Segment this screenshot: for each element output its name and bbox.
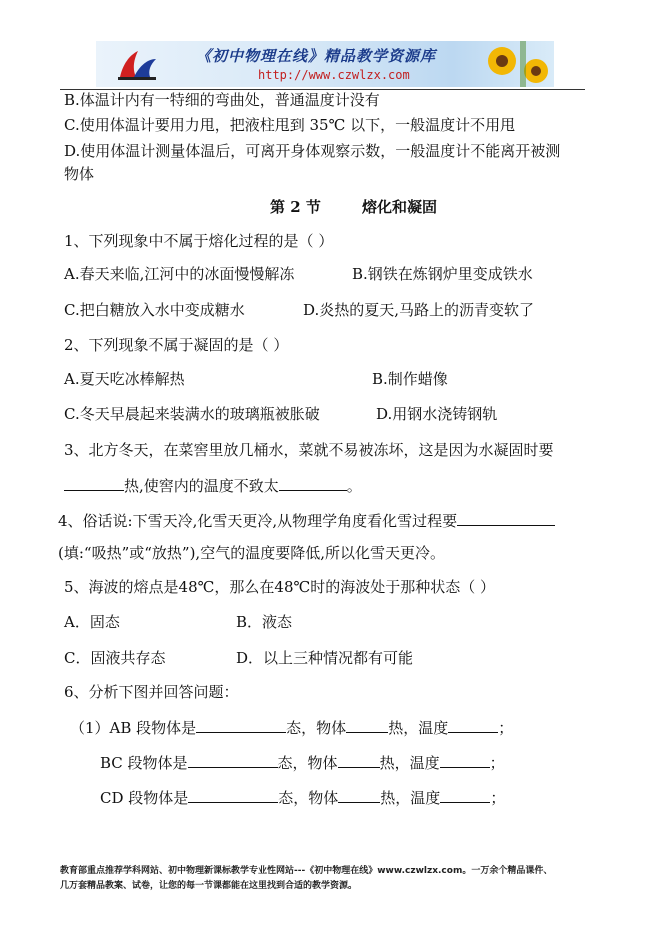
q1-option-c: C.把白糖放入水中变成糖水 [64, 301, 245, 319]
answer-blank[interactable] [196, 717, 286, 733]
q5-option-a: A．固态 [64, 613, 120, 631]
answer-blank[interactable] [440, 752, 490, 768]
q2-option-a: A.夏天吃冰棒解热 [64, 370, 185, 388]
q2-option-b: B.制作蜡像 [372, 370, 448, 388]
option-d-continued: 物体 [64, 165, 95, 183]
question-6: 6、分析下图并回答问题： [64, 683, 239, 701]
q2-option-d: D.用钢水浇铸钢轨 [376, 405, 498, 423]
answer-blank[interactable] [457, 510, 555, 526]
answer-blank[interactable] [440, 787, 490, 803]
option-b: B.体温计内有一特细的弯曲处，普通温度计没有 [64, 91, 380, 109]
option-c: C.使用体温计要用力甩，把液柱甩到 35℃ 以下，一般温度计不用甩 [64, 116, 516, 134]
answer-blank[interactable] [448, 717, 498, 733]
answer-blank[interactable] [279, 475, 347, 491]
option-d: D.使用体温计测量体温后，可离开身体观察示数，一般温度计不能离开被测 [64, 142, 561, 160]
question-2: 2、下列现象不属于凝固的是（ ） [64, 336, 289, 354]
answer-blank[interactable] [64, 475, 124, 491]
section-title: 熔化和凝固 [362, 198, 438, 216]
header-banner [96, 41, 554, 87]
q5-option-c: C．固液共存态 [64, 649, 166, 667]
question-3-continued: 热,使窖内的温度不致太 。 [64, 475, 362, 496]
q5-option-d: D．以上三种情况都有可能 [236, 649, 414, 667]
q2-option-c: C.冬天早晨起来装满水的玻璃瓶被胀破 [64, 405, 320, 423]
question-3: 3、北方冬天，在菜窖里放几桶水，菜就不易被冻坏，这是因为水凝固时要 [64, 441, 554, 459]
footer-line-2: 几万套精品教案、试卷，让您的每一节课都能在这里找到合适的教学资源。 [60, 881, 358, 891]
q5-option-b: B．液态 [236, 613, 293, 631]
q1-option-a: A.春天来临,江河中的冰面慢慢解冻 [64, 265, 295, 283]
answer-blank[interactable] [338, 752, 380, 768]
answer-blank[interactable] [188, 752, 278, 768]
question-1: 1、下列现象中不属于熔化过程的是（ ） [64, 232, 334, 250]
question-4: 4、俗话说:下雪天冷,化雪天更冷,从物理学角度看化雪过程要 [58, 510, 555, 531]
site-logo-icon [114, 47, 160, 83]
q1-option-b: B.钢铁在炼钢炉里变成铁水 [352, 265, 533, 283]
q1-option-d: D.炎热的夏天,马路上的沥青变软了 [303, 301, 535, 319]
question-5: 5、海波的熔点是48℃，那么在48℃时的海波处于那种状态（ ） [64, 578, 496, 596]
sunflower-icon [476, 41, 554, 87]
q6-ab-line: （1）AB 段物体是 态，物体 热，温度 ； [70, 719, 514, 737]
page-footer [60, 864, 600, 894]
section-number: 第 2 节 [270, 198, 321, 216]
banner-url: http://www.czwlzx.com [258, 68, 410, 82]
q6-cd-line: CD 段物体是 态，物体 热，温度 ； [100, 789, 506, 807]
question-4-continued: (填:“吸热”或“放热”),空气的温度要降低,所以化雪天更冷。 [58, 544, 445, 562]
banner-title: 《初中物理在线》精品教学资源库 [196, 47, 437, 65]
answer-blank[interactable] [188, 787, 278, 803]
answer-blank[interactable] [346, 717, 388, 733]
answer-blank[interactable] [338, 787, 380, 803]
footer-line-1: 教育部重点推荐学科网站、初中物理新课标教学专业性网站---《初中物理在线》www.czwlzx.com。一万余个精品课件、 [60, 866, 553, 876]
q6-bc-line: BC 段物体是 态，物体 热，温度 ； [100, 754, 505, 772]
